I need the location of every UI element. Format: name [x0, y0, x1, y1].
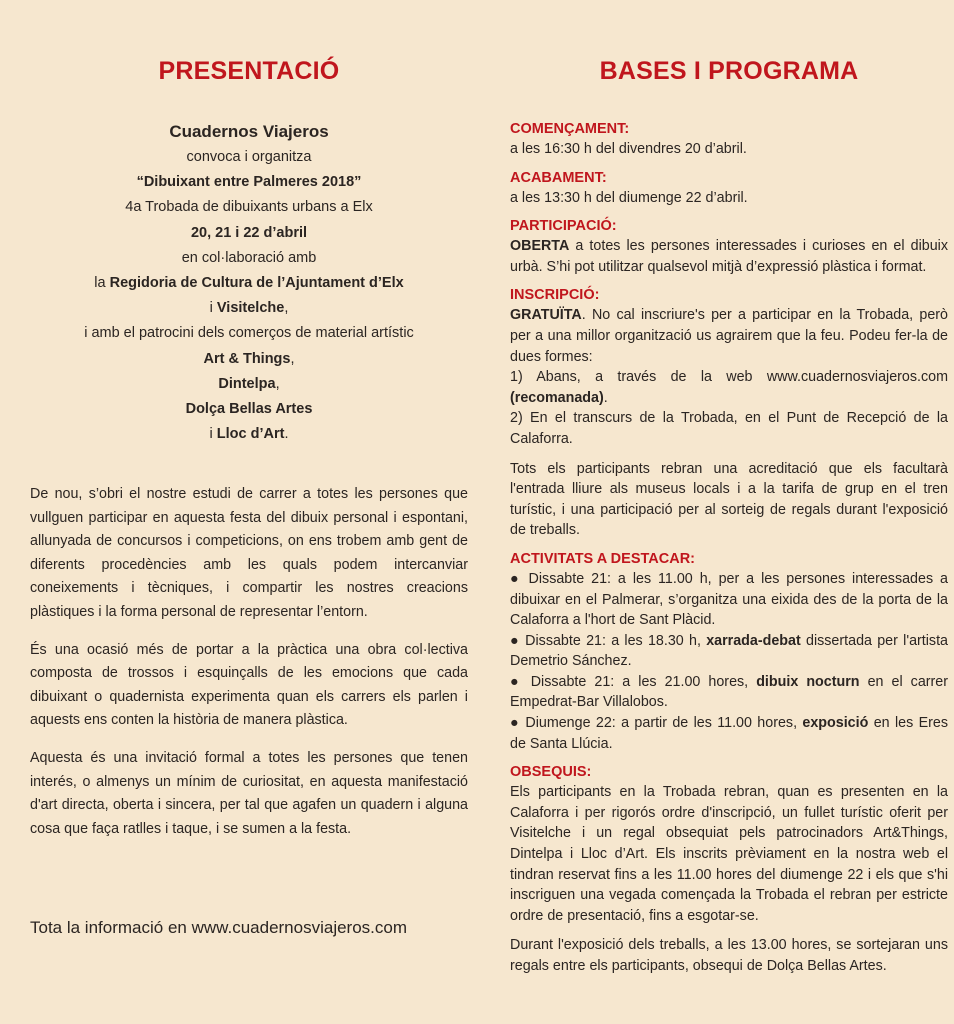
inscripcio-option-2: 2) En el transcurs de la Trobada, en el Punt de Recepció de la Calaforra.: [510, 410, 948, 447]
event-name: “Dibuixant entre Palmeres 2018”: [136, 174, 362, 191]
presentacio-title: PRESENTACIÓ: [158, 57, 340, 85]
inscripcio-section: [510, 286, 948, 449]
visit-org: Visitelche: [216, 300, 285, 317]
acabament-heading: ACABAMENT:: [510, 169, 607, 186]
comencament-text: a les 16:30 h del divendres 20 d’abril.: [510, 141, 747, 157]
collab-line: en col·laboració amb: [181, 249, 317, 266]
activitats-heading: ACTIVITATS A DESTACAR:: [510, 550, 695, 567]
visit-line: i Visitelche,: [209, 300, 289, 317]
inscripcio-option-1: 1) Abans, a través de la web www.cuadernosviajeros.com (recomanada).: [510, 369, 948, 406]
participacio-text: OBERTA a totes les persones interessades i curioses en el dibuix urbà. S’hi pot utilitzar qualsevol mitjà d’expressió plàstica i format.: [510, 238, 948, 275]
participacio-heading: PARTICIPACIÓ:: [510, 218, 617, 235]
convoca-line: convoca i organitza: [186, 149, 312, 165]
final-section: [510, 935, 948, 976]
inscripcio-heading: INSCRIPCIÓ:: [510, 287, 600, 304]
final-text: Durant l'exposició dels treballs, a les 13.00 hores, se sortejaran uns regals entre els participants, obsequi de Dolça Bellas Artes.: [510, 937, 948, 974]
inscripcio-text: GRATUÏTA. No cal inscriure's per a participar en la Trobada, però per a una millor organització us agrairem que la feu. Podeu fer-la de dues formes:: [510, 307, 948, 365]
event-subtitle: 4a Trobada de dibuixants urbans a Elx: [125, 199, 373, 216]
participants-text: Tots els participants rebran una acreditació que els facultarà l'entrada lliure als museus locals i a la tarifa de grup en el tren turístic, i una participació per al sorteig de regals durant l'exposició de treballs.: [510, 460, 948, 539]
participants-section: [510, 459, 948, 541]
activity-3: ● Dissabte 21: a les 21.00 hores, dibuix nocturn en el carrer Empedrat-Bar Villalobos.: [510, 673, 948, 711]
obsequis-heading: OBSEQUIS:: [510, 764, 592, 781]
footer-info: Tota la informació en www.cuadernosviajeros.com: [30, 918, 408, 937]
sponsor-dolca: Dolça Bellas Artes: [185, 401, 313, 418]
activity-2: ● Dissabte 21: a les 18.30 h, xarrada-debat dissertada per l'artista Demetrio Sánchez.: [510, 632, 948, 670]
sponsor-lloc-dart: Lloc d’Art: [216, 426, 285, 443]
presentacio-paragraphs: [30, 483, 468, 855]
activity-1: ● Dissabte 21: a les 11.00 h, per a les persones interessades a dibuixar en el Palmerar, s’organitza una eixida des de la porta de la Calaforra a l'hort de Sant Plàcid.: [510, 570, 948, 629]
announcement-block: Cuadernos Viajeros convoca i organitza “Dibuixant entre Palmeres 2018” 4a Trobada de dibuixants urbans a Elx 20, 21 i 22 d’abril en col·laboració amb la Regidoria de Cultura de l’Ajuntament d’Elx i Visitelche, i amb el patrocini dels comerços de material artístic Art & Things, Dintelpa, Dolça Bellas Artes i Lloc d’Art.: [30, 121, 468, 447]
patron-line: i amb el patrocini dels comerços de material artístic: [84, 325, 414, 342]
event-dates: 20, 21 i 22 d’abril: [190, 224, 308, 241]
sponsor-dintelpa: Dintelpa: [218, 375, 276, 392]
comencament-section: [510, 120, 948, 160]
paragraph-2: És una ocasió més de portar a la pràctica una obra col·lectiva composta de trossos i esquinçalls de les emocions que cada dibuixant o quadernista experimenta quan els carrers els parlen i aquests ens conten la història de manera plàstica.: [30, 641, 468, 729]
paragraph-1: De nou, s’obri el nostre estudi de carrer a totes les persones que vullguen participar en aquesta festa del dibuix personal i espontani, allunyada de concursos i competicions, on ens trobem amb gent de diferents procedències amb les quals podem intercanviar coneixements i tècniques, i compartir les nostres creacions plàstiques i la forma personal de representar l’entorn.: [30, 486, 468, 620]
sponsor-art-things: Art & Things: [203, 350, 291, 367]
comencament-heading: COMENÇAMENT:: [510, 121, 630, 137]
acabament-text: a les 13:30 h del diumenge 22 d’abril.: [510, 189, 748, 206]
activity-4: ● Diumenge 22: a partir de les 11.00 hores, exposició en les Eres de Santa Llúcia.: [510, 715, 948, 752]
acabament-section: [510, 169, 948, 209]
activitats-section: [510, 550, 948, 754]
brand-name: Cuadernos Viajeros: [169, 122, 329, 141]
paragraph-3: Aquesta és una invitació formal a totes les persones que tenen interés, o almenys un mínim de curiositat, en aquesta manifestació d'art directa, oberta i sincera, per tal que agafen un quadern i alguna cosa que faça ratlles i taque, i se sumen a la festa.: [30, 749, 468, 837]
participacio-section: [510, 217, 948, 277]
collab-org: Regidoria de Cultura de l’Ajuntament d’Elx: [109, 275, 404, 292]
obsequis-text: Els participants en la Trobada rebran, quan es presenten en la Calaforra i per rigorós ordre d'inscripció, un fullet turístic oferit per Visitelche i un regal obsequiat pels patrocinadors Art&Things, Dintelpa i Lloc d’Art. Els inscrits prèviament en la nostra web el tindran reservat fins a les 11.00 hores del diumenge 22 i els que s'hi inscriguen una vegada començada la Trobada el rebran per estricte ordre de presentació, fins a esgotar-se.: [510, 784, 948, 924]
bases-title: BASES I PROGRAMA: [599, 57, 859, 85]
obsequis-section: [510, 763, 948, 926]
bases-body: [510, 120, 948, 986]
collab-org-line: la Regidoria de Cultura de l’Ajuntament d’Elx: [94, 275, 404, 292]
